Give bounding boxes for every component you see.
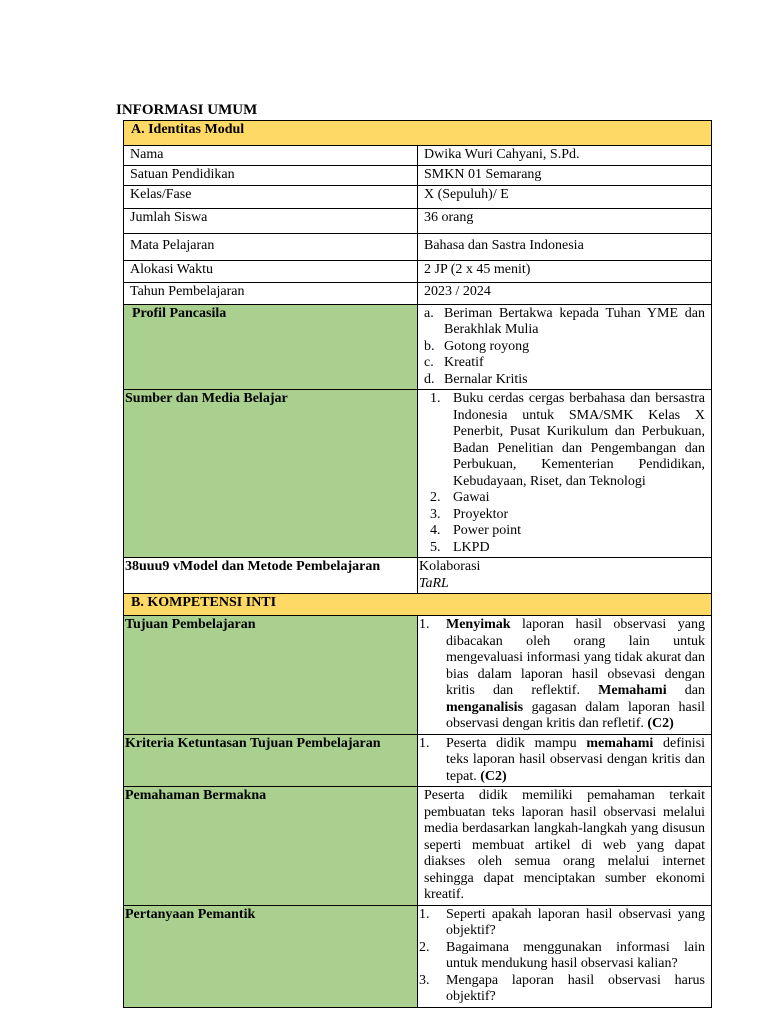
- pemahaman-text: Peserta didik memiliki pemahaman terkait pembuatan teks laporan hasil observasi melalui media berdasarkan langkah-langkah yang disusun seperti membuat artikel di web yang dapat diakses oleh semua orang melalui internet sehingga dapat menciptakan sumber ekonomi kreatif.: [418, 787, 712, 906]
- model-value: Kolaborasi: [419, 559, 481, 574]
- label-mata-pelajaran: Mata Pelajaran: [124, 233, 418, 260]
- list-marker: a.: [424, 305, 434, 321]
- list-text: Beriman Bertakwa kepada Tuhan YME dan Berakhlak Mulia: [444, 305, 705, 337]
- model-value-cell: [418, 558, 712, 594]
- identity-row-mapel: [124, 233, 712, 260]
- pemahaman-row: [124, 787, 712, 906]
- label-kriteria-ketuntasan: Kriteria Ketuntasan Tujuan Pembelajaran: [124, 734, 418, 787]
- label-nama: Nama: [124, 146, 418, 166]
- value-mata-pelajaran: Bahasa dan Sastra Indonesia: [418, 233, 712, 260]
- list-marker: 5.: [430, 539, 441, 555]
- list-marker: 2.: [430, 490, 441, 505]
- label-pemahaman-bermakna: Pemahaman Bermakna: [124, 787, 418, 906]
- list-item: [424, 391, 705, 490]
- list-marker: 1.: [419, 617, 430, 632]
- list-item: [424, 355, 705, 372]
- list-item: [419, 940, 705, 973]
- module-info-table: [123, 120, 712, 1008]
- keyword-menyimak: Menyimak: [446, 617, 511, 632]
- list-item: [419, 617, 705, 733]
- value-kelas: X (Sepuluh)/ E: [418, 185, 712, 208]
- value-alokasi-waktu: 2 JP (2 x 45 menit): [418, 260, 712, 282]
- label-sumber-media: Sumber dan Media Belajar: [124, 390, 418, 558]
- label-satuan-pendidikan: Satuan Pendidikan: [124, 166, 418, 186]
- list-item: [424, 523, 705, 540]
- list-text: Buku cerdas cergas berbahasa dan bersastra Indonesia untuk SMA/SMK Kelas X Penerbit, Pusat Kurikulum dan Perbukuan, Badan Penelitian dan Pengembangan dan Perbukuan, Kementerian Pendidikan, Kebudayaan, Riset, dan Teknologi: [453, 391, 705, 489]
- identity-row-jumlah: [124, 208, 712, 233]
- list-text: Power point: [453, 523, 522, 538]
- identity-row-tahun: [124, 282, 712, 304]
- level-c2: (C2): [647, 716, 674, 731]
- list-text: Bernalar Kritis: [444, 371, 528, 387]
- keyword-menganalisis: menganalisis: [446, 699, 524, 715]
- identity-row-satuan: [124, 166, 712, 186]
- list-item: [419, 973, 705, 1006]
- method-value: TaRL: [419, 575, 449, 591]
- list-item: [419, 907, 705, 940]
- list-marker: 1.: [419, 735, 430, 751]
- value-jumlah-siswa: 36 orang: [418, 208, 712, 233]
- list-marker: 1.: [430, 391, 441, 406]
- text-part: dan: [666, 683, 705, 698]
- list-marker: 3.: [419, 972, 430, 988]
- document-heading: INFORMASI UMUM: [116, 102, 258, 118]
- identity-row-alokasi: [124, 260, 712, 282]
- list-text: [446, 736, 705, 786]
- level-c2: (C2): [480, 768, 507, 784]
- profil-list: [424, 306, 705, 389]
- sumber-list: [424, 391, 705, 556]
- text-part: definisi teks laporan hasil observasi dengan kritis dan tepat.: [446, 735, 706, 784]
- list-marker: 4.: [430, 523, 441, 538]
- list-item: [424, 372, 705, 389]
- value-tahun: 2023 / 2024: [418, 282, 712, 304]
- list-item: [419, 736, 705, 786]
- value-satuan-pendidikan: SMKN 01 Semarang: [418, 166, 712, 186]
- label-model-metode: 38uuu9 vModel dan Metode Pembelajaran: [124, 558, 418, 594]
- keyword-memahami: Memahami: [598, 683, 667, 698]
- list-text: LKPD: [453, 539, 490, 555]
- section-b-header: B. KOMPETENSI INTI: [124, 594, 712, 616]
- pertanyaan-row: [124, 905, 712, 1007]
- list-marker: c.: [424, 355, 434, 370]
- label-jumlah-siswa: Jumlah Siswa: [124, 208, 418, 233]
- identity-row-nama: [124, 146, 712, 166]
- kriteria-row: [124, 734, 712, 787]
- text-part: laporan hasil observasi yang dibacakan oleh orang lain untuk mengevaluasi informasi yang tidak akurat dan bias dalam laporan hasil obsevasi dengan kritis dan reflektif.: [446, 617, 705, 698]
- list-text: Proyektor: [453, 506, 509, 522]
- value-nama: Dwika Wuri Cahyani, S.Pd.: [418, 146, 712, 166]
- sumber-row: [124, 390, 712, 558]
- label-kelas: Kelas/Fase: [124, 185, 418, 208]
- text-part: Peserta didik mampu: [446, 735, 587, 751]
- profil-list-cell: [418, 304, 712, 390]
- list-marker: 2.: [419, 939, 430, 955]
- pertanyaan-list: [419, 907, 705, 1006]
- model-row: [124, 558, 712, 594]
- list-item: [424, 339, 705, 356]
- kriteria-cell: [418, 734, 712, 787]
- section-a-header: A. Identitas Modul: [124, 121, 712, 146]
- list-item: [424, 507, 705, 524]
- identity-row-kelas: [124, 185, 712, 208]
- list-text: Gotong royong: [444, 338, 530, 354]
- kriteria-list: [419, 736, 705, 786]
- list-text: Gawai: [453, 490, 490, 505]
- tujuan-cell: [418, 616, 712, 735]
- section-b-row: [124, 594, 712, 616]
- list-marker: 1.: [419, 906, 430, 922]
- list-text: [446, 617, 705, 733]
- label-alokasi-waktu: Alokasi Waktu: [124, 260, 418, 282]
- label-profil-pancasila: Profil Pancasila: [124, 304, 418, 390]
- label-tujuan-pembelajaran: Tujuan Pembelajaran: [124, 616, 418, 735]
- label-pertanyaan-pemantik: Pertanyaan Pemantik: [124, 905, 418, 1007]
- sumber-list-cell: [418, 390, 712, 558]
- section-a-row: [124, 121, 712, 146]
- list-item: [424, 490, 705, 507]
- tujuan-list: [419, 617, 705, 733]
- list-text: Kreatif: [444, 355, 484, 370]
- list-text: Bagaimana menggunakan informasi lain untuk mendukung hasil observasi kalian?: [446, 939, 705, 971]
- keyword-memahami: memahami: [586, 735, 654, 751]
- list-item: [424, 540, 705, 557]
- list-marker: 3.: [430, 506, 441, 522]
- list-text: Mengapa laporan hasil observasi harus objektif?: [446, 972, 705, 1004]
- list-text: Seperti apakah laporan hasil observasi yang objektif?: [446, 906, 705, 938]
- profil-row: [124, 304, 712, 390]
- list-marker: d.: [424, 371, 435, 387]
- text-part: gagasan dalam laporan hasil observasi dengan kritis dan refletif.: [446, 699, 705, 731]
- label-tahun: Tahun Pembelajaran: [124, 282, 418, 304]
- list-item: [424, 306, 705, 339]
- list-marker: b.: [424, 338, 435, 354]
- tujuan-row: [124, 616, 712, 735]
- pertanyaan-cell: [418, 905, 712, 1007]
